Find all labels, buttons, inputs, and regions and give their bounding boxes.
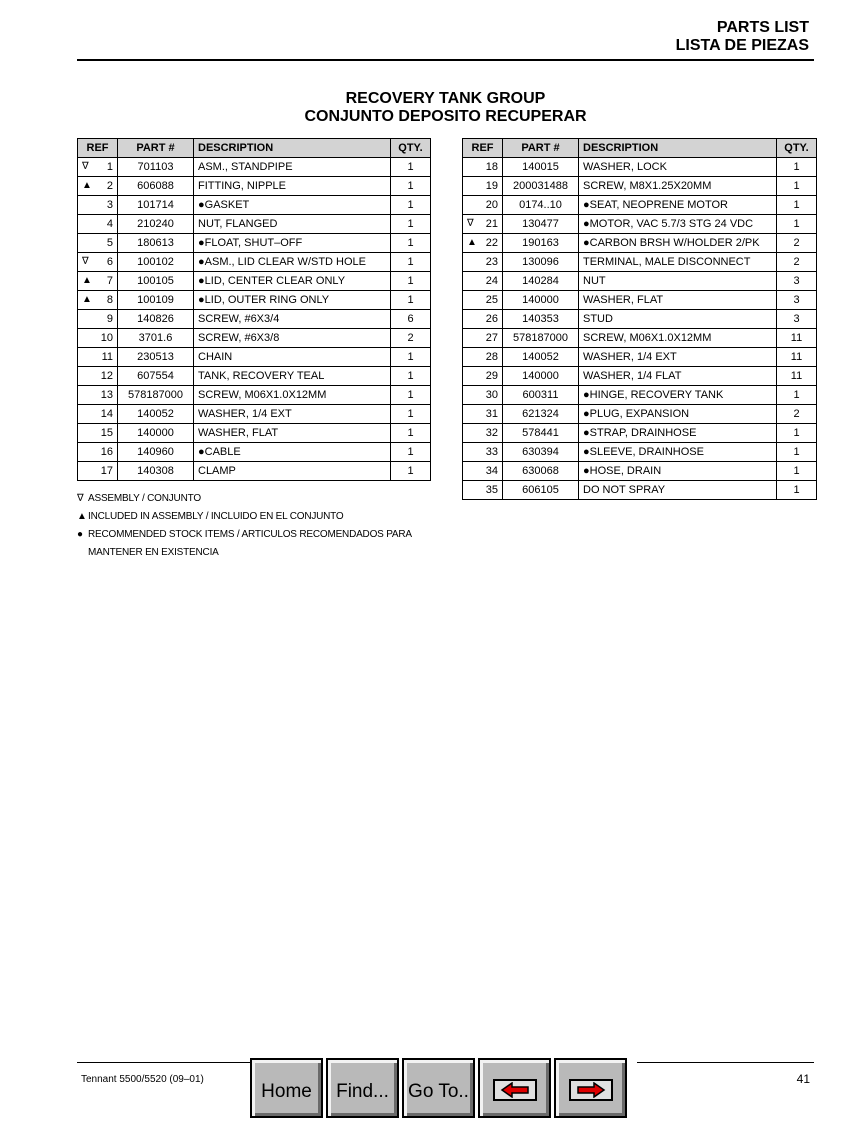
description-cell: ●LID, OUTER RING ONLY bbox=[194, 291, 391, 310]
ref-cell bbox=[78, 348, 118, 367]
legend bbox=[77, 490, 412, 562]
ref-cell bbox=[463, 386, 503, 405]
col-header-qty: QTY. bbox=[777, 139, 817, 158]
ref-cell bbox=[463, 291, 503, 310]
row-symbol: ▲ bbox=[82, 180, 92, 191]
section-header bbox=[676, 19, 809, 55]
ref-cell bbox=[78, 158, 118, 177]
ref-cell bbox=[463, 462, 503, 481]
ref-number: 33 bbox=[485, 446, 498, 458]
part-number-cell: 606088 bbox=[118, 177, 194, 196]
table-row bbox=[463, 291, 817, 310]
ref-number: 6 bbox=[106, 256, 113, 268]
table-row bbox=[78, 291, 431, 310]
ref-cell bbox=[463, 253, 503, 272]
quantity-cell: 1 bbox=[777, 215, 817, 234]
ref-cell bbox=[463, 310, 503, 329]
ref-number: 5 bbox=[106, 237, 113, 249]
ref-number: 28 bbox=[485, 351, 498, 363]
part-number-cell: 130096 bbox=[503, 253, 579, 272]
quantity-cell: 1 bbox=[391, 177, 431, 196]
next-page-button[interactable] bbox=[554, 1058, 627, 1118]
ref-number: 12 bbox=[100, 370, 113, 382]
quantity-cell: 11 bbox=[777, 367, 817, 386]
table-row bbox=[78, 272, 431, 291]
ref-cell bbox=[78, 443, 118, 462]
description-cell: CLAMP bbox=[194, 462, 391, 481]
part-number-cell: 3701.6 bbox=[118, 329, 194, 348]
quantity-cell: 1 bbox=[777, 424, 817, 443]
quantity-cell: 3 bbox=[777, 310, 817, 329]
description-cell: NUT bbox=[579, 272, 777, 291]
ref-cell bbox=[78, 405, 118, 424]
quantity-cell: 1 bbox=[391, 272, 431, 291]
ref-cell bbox=[78, 310, 118, 329]
part-number-cell: 701103 bbox=[118, 158, 194, 177]
quantity-cell: 2 bbox=[391, 329, 431, 348]
table-row bbox=[463, 405, 817, 424]
description-cell: SCREW, #6X3/4 bbox=[194, 310, 391, 329]
header-divider bbox=[77, 59, 814, 61]
parts-table-right bbox=[462, 138, 817, 500]
ref-number: 3 bbox=[106, 199, 113, 211]
row-symbol: ▲ bbox=[467, 237, 477, 248]
part-number-cell: 140000 bbox=[118, 424, 194, 443]
legend-included-text: INCLUDED IN ASSEMBLY / INCLUIDO EN EL CONJUNTO bbox=[88, 511, 344, 522]
ref-number: 34 bbox=[485, 465, 498, 477]
part-number-cell: 130477 bbox=[503, 215, 579, 234]
table-row bbox=[463, 329, 817, 348]
row-symbol: ▲ bbox=[82, 275, 92, 286]
assembly-symbol: ∇ bbox=[77, 493, 84, 504]
part-number-cell: 630068 bbox=[503, 462, 579, 481]
row-symbol: ∇ bbox=[467, 218, 474, 229]
row-symbol: ∇ bbox=[82, 256, 89, 267]
description-cell: SCREW, #6X3/8 bbox=[194, 329, 391, 348]
part-number-cell: 140284 bbox=[503, 272, 579, 291]
ref-cell bbox=[463, 177, 503, 196]
quantity-cell: 2 bbox=[777, 405, 817, 424]
ref-number: 8 bbox=[106, 294, 113, 306]
ref-number: 2 bbox=[106, 180, 113, 192]
description-cell: ●GASKET bbox=[194, 196, 391, 215]
description-cell: ●STRAP, DRAINHOSE bbox=[579, 424, 777, 443]
col-header-part: PART # bbox=[503, 139, 579, 158]
description-cell: ●FLOAT, SHUT–OFF bbox=[194, 234, 391, 253]
title-line-2: CONJUNTO DEPOSITO RECUPERAR bbox=[304, 108, 587, 125]
page-number: 41 bbox=[796, 1072, 810, 1086]
table-row bbox=[78, 367, 431, 386]
quantity-cell: 3 bbox=[777, 272, 817, 291]
ref-cell bbox=[78, 386, 118, 405]
quantity-cell: 1 bbox=[391, 462, 431, 481]
part-number-cell: 630394 bbox=[503, 443, 579, 462]
ref-cell bbox=[78, 253, 118, 272]
quantity-cell: 1 bbox=[391, 215, 431, 234]
ref-number: 9 bbox=[106, 313, 113, 325]
description-cell: ASM., STANDPIPE bbox=[194, 158, 391, 177]
ref-number: 19 bbox=[485, 180, 498, 192]
description-cell: WASHER, FLAT bbox=[579, 291, 777, 310]
description-cell: SCREW, M06X1.0X12MM bbox=[194, 386, 391, 405]
part-number-cell: 578187000 bbox=[118, 386, 194, 405]
ref-number: 23 bbox=[485, 256, 498, 268]
ref-number: 10 bbox=[100, 332, 113, 344]
part-number-cell: 100102 bbox=[118, 253, 194, 272]
part-number-cell: 200031488 bbox=[503, 177, 579, 196]
header-line-2: LISTA DE PIEZAS bbox=[675, 37, 809, 54]
quantity-cell: 1 bbox=[391, 158, 431, 177]
ref-cell bbox=[463, 329, 503, 348]
part-number-cell: 140015 bbox=[503, 158, 579, 177]
part-number-cell: 140353 bbox=[503, 310, 579, 329]
part-number-cell: 578441 bbox=[503, 424, 579, 443]
previous-page-button[interactable] bbox=[478, 1058, 551, 1118]
table-row bbox=[78, 329, 431, 348]
col-header-part: PART # bbox=[118, 139, 194, 158]
table-row bbox=[78, 310, 431, 329]
ref-cell bbox=[463, 443, 503, 462]
page-title bbox=[77, 90, 814, 126]
legend-assembly-text: ASSEMBLY / CONJUNTO bbox=[88, 493, 201, 504]
ref-cell bbox=[78, 291, 118, 310]
ref-cell bbox=[463, 234, 503, 253]
row-symbol: ∇ bbox=[82, 161, 89, 172]
quantity-cell: 1 bbox=[391, 291, 431, 310]
part-number-cell: 140052 bbox=[503, 348, 579, 367]
included-symbol: ▲ bbox=[77, 511, 87, 522]
description-cell: WASHER, 1/4 EXT bbox=[194, 405, 391, 424]
table-row bbox=[463, 348, 817, 367]
legend-included bbox=[77, 508, 412, 526]
part-number-cell: 230513 bbox=[118, 348, 194, 367]
part-number-cell: 180613 bbox=[118, 234, 194, 253]
ref-cell bbox=[78, 367, 118, 386]
header-line-1: PARTS LIST bbox=[716, 19, 809, 36]
row-symbol: ▲ bbox=[82, 294, 92, 305]
left-arrow-icon bbox=[493, 1079, 537, 1101]
description-cell: NUT, FLANGED bbox=[194, 215, 391, 234]
right-arrow-icon bbox=[569, 1079, 613, 1101]
table-row bbox=[463, 177, 817, 196]
table-row bbox=[78, 462, 431, 481]
part-number-cell: 101714 bbox=[118, 196, 194, 215]
ref-cell bbox=[78, 462, 118, 481]
ref-cell bbox=[463, 215, 503, 234]
quantity-cell: 1 bbox=[777, 158, 817, 177]
col-header-ref: REF bbox=[78, 139, 118, 158]
description-cell: ●HOSE, DRAIN bbox=[579, 462, 777, 481]
quantity-cell: 1 bbox=[777, 462, 817, 481]
part-number-cell: 140000 bbox=[503, 291, 579, 310]
ref-number: 27 bbox=[485, 332, 498, 344]
description-cell: ●SLEEVE, DRAINHOSE bbox=[579, 443, 777, 462]
ref-number: 24 bbox=[485, 275, 498, 287]
table-row bbox=[463, 462, 817, 481]
ref-cell bbox=[78, 215, 118, 234]
ref-cell bbox=[463, 272, 503, 291]
ref-number: 29 bbox=[485, 370, 498, 382]
quantity-cell: 1 bbox=[777, 386, 817, 405]
quantity-cell: 1 bbox=[391, 348, 431, 367]
table-row bbox=[463, 367, 817, 386]
table-row bbox=[78, 443, 431, 462]
quantity-cell: 1 bbox=[777, 196, 817, 215]
table-row bbox=[463, 272, 817, 291]
ref-number: 16 bbox=[100, 446, 113, 458]
nav-bar bbox=[250, 1058, 627, 1118]
ref-number: 18 bbox=[485, 161, 498, 173]
part-number-cell: 210240 bbox=[118, 215, 194, 234]
table-row bbox=[463, 234, 817, 253]
description-cell: SCREW, M06X1.0X12MM bbox=[579, 329, 777, 348]
ref-cell bbox=[463, 196, 503, 215]
table-row bbox=[463, 215, 817, 234]
quantity-cell: 11 bbox=[777, 348, 817, 367]
find-button[interactable]: Find... bbox=[326, 1058, 399, 1118]
quantity-cell: 1 bbox=[391, 443, 431, 462]
description-cell: ●LID, CENTER CLEAR ONLY bbox=[194, 272, 391, 291]
table-row bbox=[78, 234, 431, 253]
description-cell: ●CABLE bbox=[194, 443, 391, 462]
quantity-cell: 1 bbox=[391, 386, 431, 405]
description-cell: ●CARBON BRSH W/HOLDER 2/PK bbox=[579, 234, 777, 253]
quantity-cell: 6 bbox=[391, 310, 431, 329]
part-number-cell: 140052 bbox=[118, 405, 194, 424]
quantity-cell: 1 bbox=[391, 424, 431, 443]
legend-recommended-text-1: RECOMMENDED STOCK ITEMS / ARTICULOS RECOMENDADOS PARA bbox=[88, 529, 412, 540]
table-row bbox=[463, 424, 817, 443]
ref-number: 15 bbox=[100, 427, 113, 439]
ref-number: 32 bbox=[485, 427, 498, 439]
part-number-cell: 140826 bbox=[118, 310, 194, 329]
part-number-cell: 0174..10 bbox=[503, 196, 579, 215]
quantity-cell: 11 bbox=[777, 329, 817, 348]
ref-number: 13 bbox=[100, 389, 113, 401]
ref-cell bbox=[78, 424, 118, 443]
table-row bbox=[78, 196, 431, 215]
part-number-cell: 100109 bbox=[118, 291, 194, 310]
quantity-cell: 2 bbox=[777, 234, 817, 253]
part-number-cell: 621324 bbox=[503, 405, 579, 424]
table-row bbox=[463, 443, 817, 462]
ref-number: 14 bbox=[100, 408, 113, 420]
ref-number: 4 bbox=[106, 218, 113, 230]
part-number-cell: 607554 bbox=[118, 367, 194, 386]
quantity-cell: 1 bbox=[391, 253, 431, 272]
table-row bbox=[463, 481, 817, 500]
part-number-cell: 606105 bbox=[503, 481, 579, 500]
description-cell: WASHER, LOCK bbox=[579, 158, 777, 177]
quantity-cell: 1 bbox=[391, 367, 431, 386]
quantity-cell: 1 bbox=[777, 177, 817, 196]
table-row bbox=[78, 177, 431, 196]
table-row bbox=[78, 348, 431, 367]
table-row bbox=[78, 386, 431, 405]
table-row bbox=[463, 310, 817, 329]
table-row bbox=[463, 386, 817, 405]
footer-divider-right bbox=[637, 1062, 814, 1063]
description-cell: WASHER, 1/4 EXT bbox=[579, 348, 777, 367]
ref-cell bbox=[78, 272, 118, 291]
ref-cell bbox=[463, 348, 503, 367]
ref-number: 31 bbox=[485, 408, 498, 420]
ref-number: 35 bbox=[485, 484, 498, 496]
col-header-ref: REF bbox=[463, 139, 503, 158]
ref-cell bbox=[463, 405, 503, 424]
ref-cell bbox=[78, 196, 118, 215]
part-number-cell: 140960 bbox=[118, 443, 194, 462]
part-number-cell: 100105 bbox=[118, 272, 194, 291]
description-cell: ●HINGE, RECOVERY TANK bbox=[579, 386, 777, 405]
part-number-cell: 140308 bbox=[118, 462, 194, 481]
table-row bbox=[78, 405, 431, 424]
description-cell: ●MOTOR, VAC 5.7/3 STG 24 VDC bbox=[579, 215, 777, 234]
ref-cell bbox=[463, 367, 503, 386]
ref-number: 1 bbox=[106, 161, 113, 173]
description-cell: ●PLUG, EXPANSION bbox=[579, 405, 777, 424]
quantity-cell: 1 bbox=[777, 481, 817, 500]
description-cell: ●SEAT, NEOPRENE MOTOR bbox=[579, 196, 777, 215]
description-cell: WASHER, 1/4 FLAT bbox=[579, 367, 777, 386]
col-header-description: DESCRIPTION bbox=[579, 139, 777, 158]
legend-recommended bbox=[77, 526, 412, 544]
ref-number: 30 bbox=[485, 389, 498, 401]
quantity-cell: 1 bbox=[777, 443, 817, 462]
table-row bbox=[78, 158, 431, 177]
ref-cell bbox=[463, 158, 503, 177]
ref-number: 21 bbox=[485, 218, 498, 230]
table-row bbox=[463, 253, 817, 272]
table-row bbox=[463, 158, 817, 177]
part-number-cell: 140000 bbox=[503, 367, 579, 386]
description-cell: STUD bbox=[579, 310, 777, 329]
recommended-symbol: ● bbox=[77, 529, 83, 540]
part-number-cell: 190163 bbox=[503, 234, 579, 253]
quantity-cell: 1 bbox=[391, 234, 431, 253]
legend-assembly bbox=[77, 490, 412, 508]
ref-number: 11 bbox=[101, 351, 113, 363]
ref-cell bbox=[78, 177, 118, 196]
quantity-cell: 3 bbox=[777, 291, 817, 310]
quantity-cell: 2 bbox=[777, 253, 817, 272]
col-header-qty: QTY. bbox=[391, 139, 431, 158]
description-cell: TANK, RECOVERY TEAL bbox=[194, 367, 391, 386]
description-cell: FITTING, NIPPLE bbox=[194, 177, 391, 196]
description-cell: DO NOT SPRAY bbox=[579, 481, 777, 500]
footer-divider-left bbox=[77, 1062, 250, 1063]
part-number-cell: 600311 bbox=[503, 386, 579, 405]
ref-number: 26 bbox=[485, 313, 498, 325]
description-cell: SCREW, M8X1.25X20MM bbox=[579, 177, 777, 196]
table-row bbox=[78, 215, 431, 234]
description-cell: CHAIN bbox=[194, 348, 391, 367]
quantity-cell: 1 bbox=[391, 405, 431, 424]
ref-cell bbox=[78, 329, 118, 348]
ref-number: 22 bbox=[485, 237, 498, 249]
legend-recommended-text-2: MANTENER EN EXISTENCIA bbox=[88, 547, 219, 558]
ref-number: 20 bbox=[485, 199, 498, 211]
table-row bbox=[463, 196, 817, 215]
ref-number: 25 bbox=[485, 294, 498, 306]
col-header-description: DESCRIPTION bbox=[194, 139, 391, 158]
legend-recommended-cont bbox=[77, 544, 412, 562]
ref-number: 17 bbox=[100, 465, 113, 477]
ref-cell bbox=[463, 424, 503, 443]
description-cell: WASHER, FLAT bbox=[194, 424, 391, 443]
goto-button[interactable]: Go To.. bbox=[402, 1058, 475, 1118]
home-button[interactable]: Home bbox=[250, 1058, 323, 1118]
quantity-cell: 1 bbox=[391, 196, 431, 215]
part-number-cell: 578187000 bbox=[503, 329, 579, 348]
description-cell: TERMINAL, MALE DISCONNECT bbox=[579, 253, 777, 272]
title-line-1: RECOVERY TANK GROUP bbox=[345, 90, 546, 107]
parts-table-left bbox=[77, 138, 431, 481]
ref-cell bbox=[463, 481, 503, 500]
description-cell: ●ASM., LID CLEAR W/STD HOLE bbox=[194, 253, 391, 272]
ref-number: 7 bbox=[106, 275, 113, 287]
table-row bbox=[78, 424, 431, 443]
table-row bbox=[78, 253, 431, 272]
footer-model: Tennant 5500/5520 (09–01) bbox=[81, 1074, 204, 1085]
ref-cell bbox=[78, 234, 118, 253]
